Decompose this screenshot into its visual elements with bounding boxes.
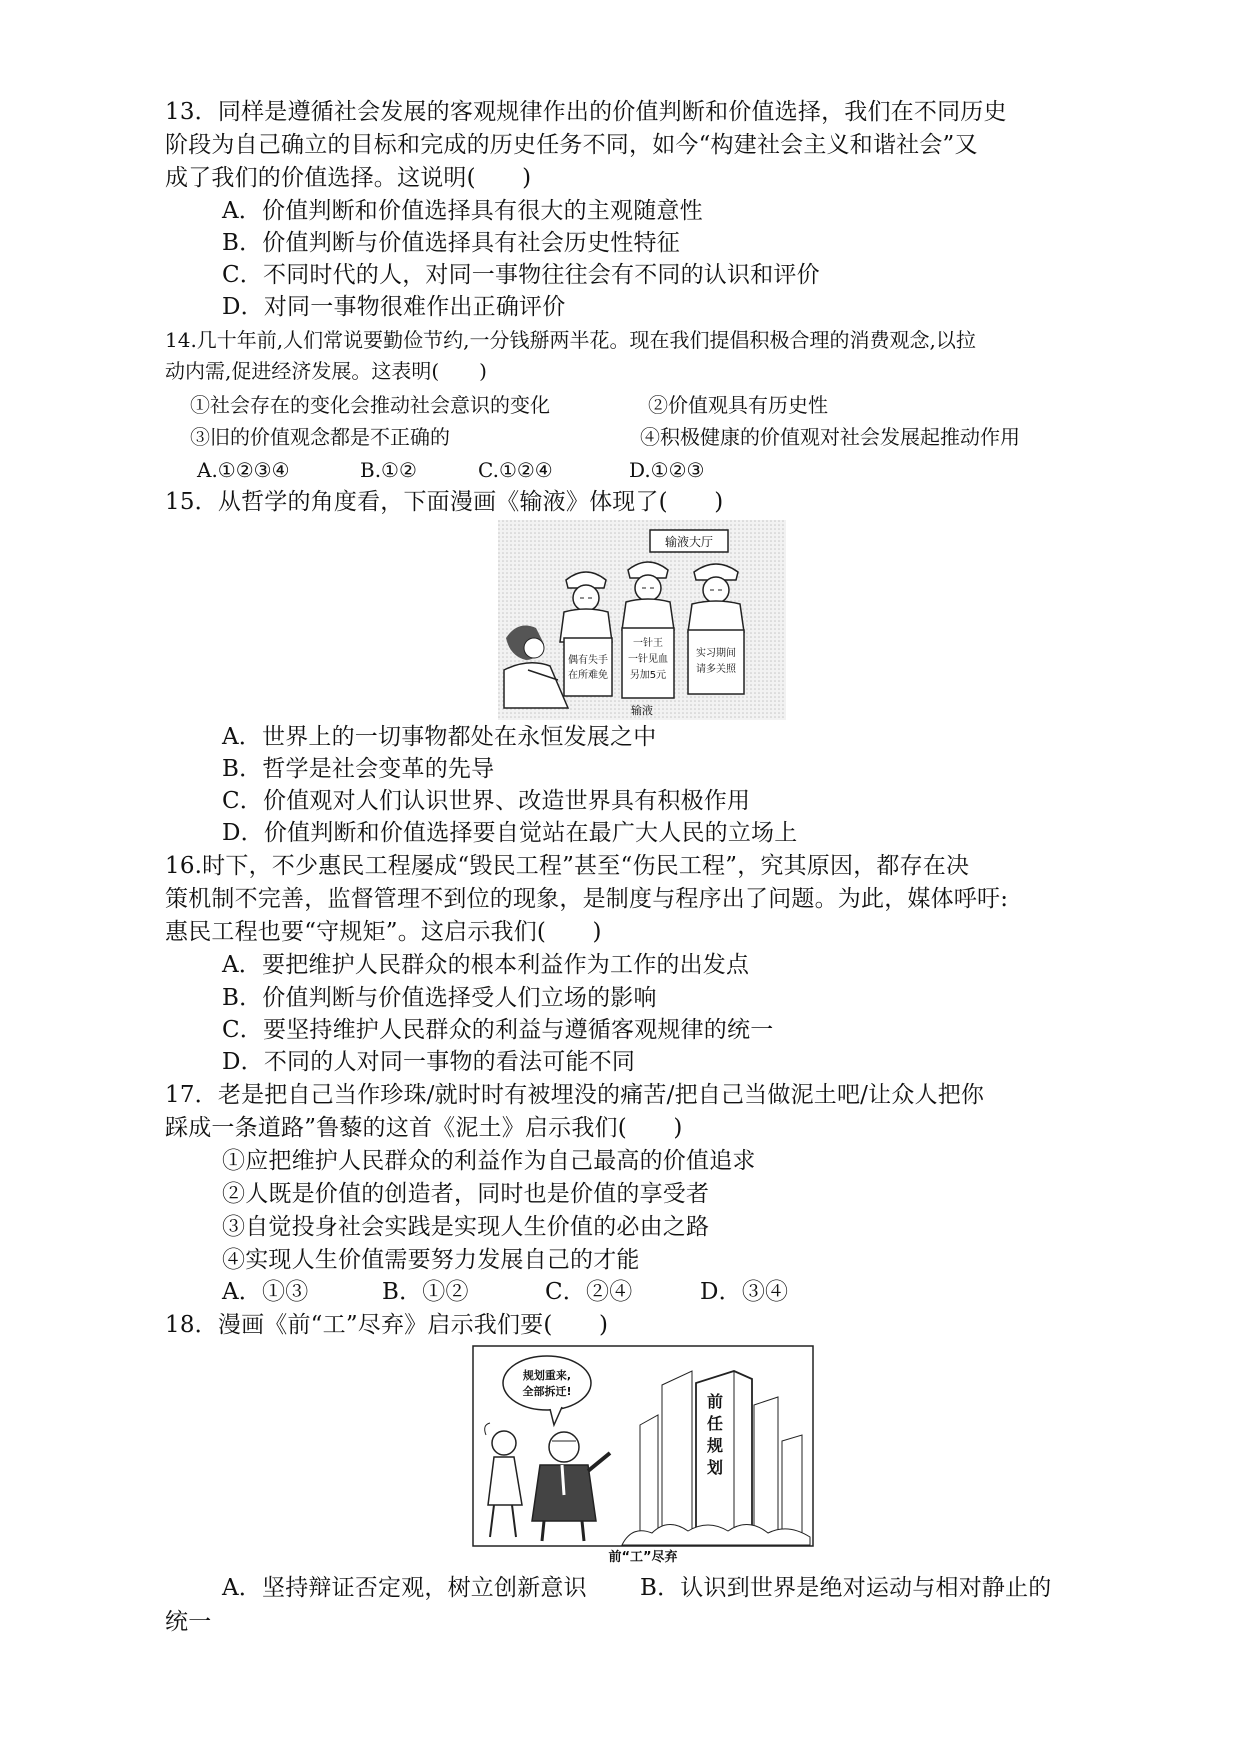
q14-option-c: C.①②④ xyxy=(478,458,553,482)
demolition-caption: 前“工”尽弃 xyxy=(608,1550,678,1565)
q16-option-b: B．价值判断与价值选择受人们立场的影响 xyxy=(222,985,657,1011)
q17-option-b: B．①② xyxy=(382,1279,469,1305)
q17-stem-line-1: 17．老是把自己当作珍珠/就时时有被埋没的痛苦/把自己当做泥土吧/让众人把你 xyxy=(165,1082,985,1108)
demolition-cartoon xyxy=(472,1345,814,1565)
q15-stem: 15．从哲学的角度看，下面漫画《输液》体现了( ) xyxy=(165,489,724,515)
speech-bubble-line-2: 全部拆迁! xyxy=(522,1385,572,1398)
q16-option-a: A．要把维护人民群众的根本利益作为工作的出发点 xyxy=(222,952,750,978)
q14-item-1: ①社会存在的变化会推动社会意识的变化 xyxy=(190,393,550,417)
infusion-cartoon xyxy=(498,520,786,720)
q13-option-b: B．价值判断与价值选择具有社会历史性特征 xyxy=(222,230,680,256)
q15-option-d: D．价值判断和价值选择要自觉站在最广大人民的立场上 xyxy=(222,820,798,846)
q17-option-d: D．③④ xyxy=(700,1279,789,1305)
q18-option-b: B．认识到世界是绝对运动与相对静止的 xyxy=(640,1575,1052,1601)
q14-item-4: ④积极健康的价值观对社会发展起推动作用 xyxy=(640,425,1020,449)
q17-item-2: ②人既是价值的创造者，同时也是价值的享受者 xyxy=(222,1181,710,1207)
infusion-hall-sign-text: 输液大厅 xyxy=(664,535,714,549)
q16-option-c: C．要坚持维护人民群众的利益与遵循客观规律的统一 xyxy=(222,1017,774,1043)
q14-stem-line-1: 14.几十年前,人们常说要勤俭节约,一分钱掰两半花。现在我们提倡积极合理的消费观念,以拉 xyxy=(165,328,976,352)
q18-stem: 18．漫画《前“工”尽弃》启示我们要( ) xyxy=(165,1312,609,1338)
q13-stem-line-1: 13．同样是遵循社会发展的客观规律作出的价值判断和价值选择，我们在不同历史 xyxy=(165,99,1007,125)
board-2-line-1: 一针王 xyxy=(633,638,663,649)
q14-option-d: D.①②③ xyxy=(629,458,705,482)
q14-option-a: A.①②③④ xyxy=(197,458,290,482)
q14-item-2: ②价值观具有历史性 xyxy=(648,393,828,417)
q13-stem-line-3: 成了我们的价值选择。这说明( ) xyxy=(165,165,532,191)
board-2-line-3: 另加5元 xyxy=(629,670,667,681)
q14-stem-line-2: 动内需,促进经济发展。这表明( ) xyxy=(165,359,487,383)
board-3 xyxy=(688,630,744,694)
q17-stem-line-2: 踩成一条道路”鲁藜的这首《泥土》启示我们( ) xyxy=(165,1115,683,1141)
board-2-line-2: 一针见血 xyxy=(628,654,668,665)
q18-option-a: A．坚持辩证否定观，树立创新意识 xyxy=(222,1575,587,1601)
infusion-caption: 输液 xyxy=(631,704,653,717)
q16-stem-line-1: 16.时下，不少惠民工程屡成“毁民工程”甚至“伤民工程”，究其原因，都存在决 xyxy=(165,853,970,879)
building-char-1: 前 xyxy=(706,1392,724,1411)
q13-stem-line-2: 阶段为自己确立的目标和完成的历史任务不同，如今“构建社会主义和谐社会”又 xyxy=(165,132,978,158)
q16-stem-line-3: 惠民工程也要“守规矩”。这启示我们( ) xyxy=(165,919,602,945)
q17-item-4: ④实现人生价值需要努力发展自己的才能 xyxy=(222,1247,640,1273)
board-1 xyxy=(564,638,612,696)
board-3-line-1: 实习期间 xyxy=(696,648,736,659)
q14-option-b: B.①② xyxy=(360,458,417,482)
q13-option-c: C．不同时代的人，对同一事物往往会有不同的认识和评价 xyxy=(222,262,820,288)
board-1-line-1: 偶有失手 xyxy=(568,655,608,666)
board-3-line-2: 请多关照 xyxy=(696,664,736,675)
q15-option-a: A．世界上的一切事物都处在永恒发展之中 xyxy=(222,724,657,750)
speech-bubble xyxy=(503,1356,591,1410)
q14-item-3: ③旧的价值观念都是不正确的 xyxy=(190,425,450,449)
q13-option-d: D．对同一事物很难作出正确评价 xyxy=(222,294,566,320)
q17-option-c: C．②④ xyxy=(545,1279,633,1305)
building-char-3: 规 xyxy=(706,1436,724,1455)
q17-item-1: ①应把维护人民群众的利益作为自己最高的价值追求 xyxy=(222,1148,756,1174)
q17-option-a: A．①③ xyxy=(222,1279,309,1305)
q15-option-c: C．价值观对人们认识世界、改造世界具有积极作用 xyxy=(222,788,751,814)
speech-bubble-line-1: 规划重来, xyxy=(522,1369,572,1382)
q16-stem-line-2: 策机制不完善，监督管理不到位的现象，是制度与程序出了问题。为此，媒体呼吁: xyxy=(165,886,1009,912)
q16-option-d: D．不同的人对同一事物的看法可能不同 xyxy=(222,1049,636,1075)
building-char-4: 划 xyxy=(706,1458,724,1477)
main-building xyxy=(696,1371,752,1535)
q18-option-b-continued: 统一 xyxy=(165,1609,212,1635)
board-1-line-2: 在所难免 xyxy=(568,670,608,681)
q17-item-3: ③自觉投身社会实践是实现人生价值的必由之路 xyxy=(222,1214,710,1240)
building-char-2: 任 xyxy=(706,1414,724,1433)
q15-option-b: B．哲学是社会变革的先导 xyxy=(222,756,495,782)
q13-option-a: A．价值判断和价值选择具有很大的主观随意性 xyxy=(222,198,703,224)
